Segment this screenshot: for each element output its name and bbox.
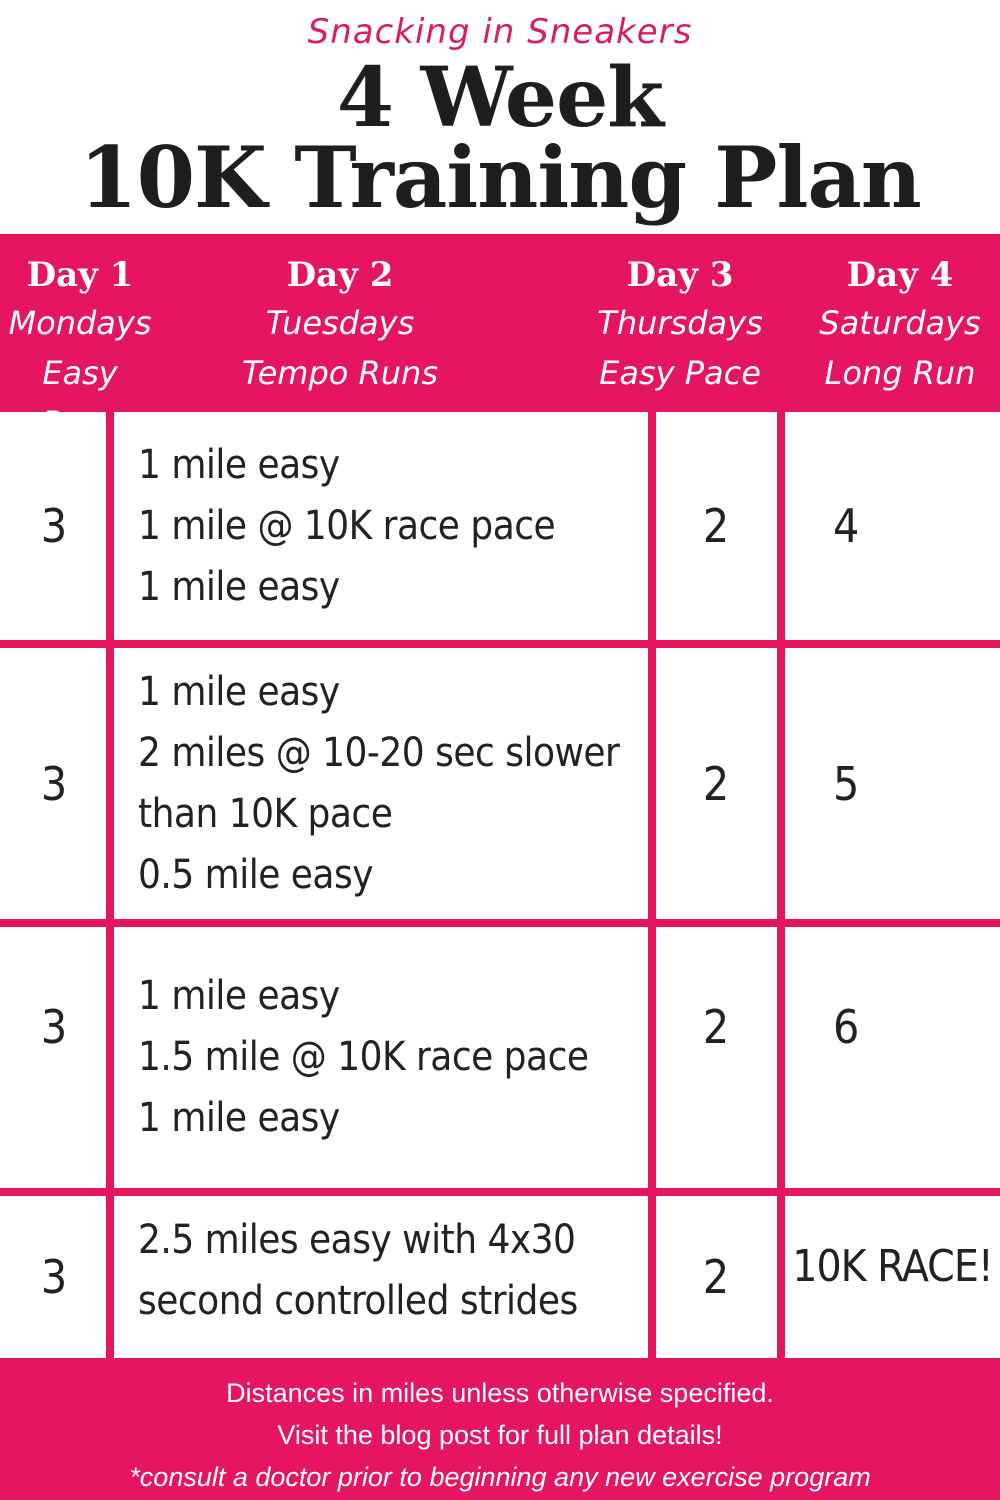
workout-line: than 10K pace [138,790,393,837]
header-day-3 [590,252,770,398]
workout-line: 2.5 miles easy with 4x30 [138,1217,576,1263]
day2-tempo-workout [138,648,648,919]
workout-line: 1.5 mile @ 10K race pace [138,1034,589,1080]
run-type-label: Easy [42,354,118,392]
footer-disclaimer: *consult a doctor prior to beginning any new exercise program [129,1462,871,1492]
day1-distance: 3 [40,1250,68,1304]
header-day-4 [810,252,990,398]
weekday-label: Saturdays [819,304,981,342]
workout-line: 1 mile easy [138,668,340,715]
workout-line: 1 mile easy [138,441,340,488]
row-divider [0,919,1000,927]
day2-tempo-workout [138,1196,648,1346]
workout-line: 0.5 mile easy [138,851,374,898]
day4-distance: 6 [833,1000,860,1054]
day-label: Day 3 [626,255,734,295]
day2-tempo-workout [138,412,648,640]
brand-name: Snacking in Sneakers [307,12,693,52]
day3-distance: 2 [702,499,730,553]
run-type-label: Long Run [824,354,976,392]
day4-distance: 5 [833,756,860,811]
row-divider [0,640,1000,648]
footer-distance-note: Distances in miles unless otherwise specified. [226,1378,774,1408]
day3-distance: 2 [702,756,730,811]
run-type-label: Easy Pace [599,354,761,392]
schedule-table [0,412,1000,1358]
row-divider [0,1188,1000,1196]
weekday-label: Mondays [8,304,152,342]
schedule-header [0,234,1000,412]
footer-notes [0,1358,1000,1500]
workout-line: 1 mile easy [138,973,340,1019]
run-type-label: Tempo Runs [242,354,438,392]
race-day-label: 10K RACE! [792,1240,993,1292]
day1-distance: 3 [40,499,68,553]
title-line-1: 4 Week [336,50,664,146]
workout-line: 1 mile easy [138,563,340,610]
day2-tempo-workout [138,927,648,1188]
weekday-label: Thursdays [597,304,763,342]
day-label: Day 4 [846,255,954,295]
title-line-2: 10K Training Plan [79,128,921,227]
workout-line: 1 mile @ 10K race pace [138,502,556,549]
page-title [0,50,1000,227]
day1-distance: 3 [40,1000,68,1054]
column-divider [777,412,785,1358]
weekday-label: Tuesdays [265,304,415,342]
day-label: Day 1 [26,255,134,295]
day3-distance: 2 [702,1250,730,1304]
header-day-2 [240,252,440,398]
workout-line: second controlled strides [138,1278,578,1324]
day3-distance: 2 [702,1000,730,1054]
workout-line: 1 mile easy [138,1095,340,1141]
footer-blog-note: Visit the blog post for full plan details! [277,1420,723,1450]
day1-distance: 3 [40,756,68,811]
day-label: Day 2 [286,255,394,295]
workout-line: 2 miles @ 10-20 sec slower [138,729,620,776]
day4-distance: 4 [833,499,860,553]
